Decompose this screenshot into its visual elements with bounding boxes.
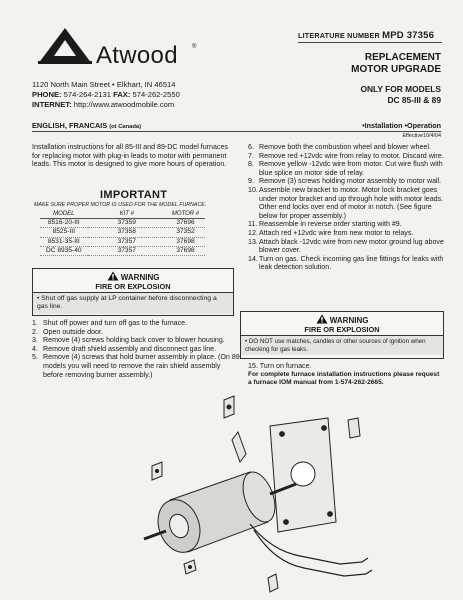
col-motor: MOTOR # [142,210,205,219]
table-row [40,228,205,237]
step-15 [248,362,444,371]
cell-model: DC 8935-40 [40,246,88,255]
step-number: 3. [32,336,38,345]
literature-label: LITERATURE NUMBER [298,31,380,40]
warning-header [33,271,233,282]
effective-date: Effective10/4/04 [402,133,441,139]
warning-text: • DO NOT use matches, candles or other sources of ignition when checking for gas leaks. [241,336,443,355]
warning-title: WARNING [329,316,369,325]
motor-lock-bracket [224,396,234,418]
step-number: 9. [248,177,254,186]
list-item [32,336,240,345]
list-item [248,238,444,255]
table-row [40,219,205,228]
fax-label: FAX: [113,90,131,99]
phone-label: PHONE: [32,90,62,99]
step-text: Turn on gas. Check incoming gas line fittings for leaks with leak detection solution. [259,254,444,272]
motor-wires [250,524,372,576]
models-table [40,210,205,256]
list-item [248,177,444,186]
list-item [248,186,444,220]
trademark: ® [192,44,197,50]
warning-text: • Shut off gas supply at LP container before disconnecting a gas line. [33,293,233,314]
step-text: Attach black -12vdc wire from new motor ground lug above blower cover. [259,237,444,255]
cell-model: 8525-III [40,228,88,237]
cell-kit: 37357 [88,246,142,255]
warning-subtitle: FIRE OR EXPLOSION [33,282,233,293]
ground-lug [184,560,196,574]
step-text: Remove (3) screws holding motor assembly to motor wall. [259,177,442,186]
cell-motor: 37698 [142,237,205,246]
logo-wordmark: Atwood [96,42,178,69]
warning-box-1 [32,268,234,316]
header-rule-right [298,42,442,43]
list-item [248,143,444,152]
step-number: 13. [248,237,258,246]
website-link[interactable]: http://www.atwoodmobile.com [73,100,175,109]
language-label: ENGLISH, FRANCAIS [32,121,108,130]
literature-number [298,30,434,41]
models-block [360,84,441,105]
rear-bracket [232,432,246,462]
address-line: 1120 North Main Street • Elkhart, IN 46514 [32,80,176,89]
list-item [248,160,444,177]
list-item [248,152,444,161]
step-number: 15. [248,362,258,370]
language-line [32,121,141,130]
step-text: Reassemble in reverse order starting with #9. [259,220,402,229]
warning-header [241,314,443,325]
list-item [248,255,444,272]
step-text: Remove both the combustion wheel and blower wheel. [259,143,431,151]
step-text: Turn on furnace. [259,362,312,370]
step-text: Remove (4) screws holding back cover to blower housing. [43,336,225,345]
cell-kit: 37357 [88,237,142,246]
step-text: Remove red +12vdc wire from relay to motor. Discard wire. [259,151,444,160]
step-text: Remove draft shield assembly and disconnect gas line. [43,344,217,353]
phone-fax-line [32,90,180,100]
col-kit: KIT # [88,210,142,219]
step-text: Shut off power and turn off gas to the furnace. [43,319,188,327]
cell-motor: 37698 [142,246,205,255]
col-model: MODEL [40,210,88,219]
list-item [248,229,444,238]
important-subtitle: MAKE SURE PROPER MOTOR IS USED FOR THE MODEL FURNACE. [34,202,207,208]
title-line-2: MOTOR UPGRADE [351,64,441,75]
warning-title: WARNING [120,273,160,282]
cell-model: 8531-35-III [40,237,88,246]
small-clip [152,462,162,480]
cell-model: 8516-20-III [40,219,88,228]
literature-value: MPD 37356 [382,30,435,41]
step-number: 6. [248,143,254,151]
footer-note: For complete furnace installation instructions please request a furnace IOM manual from 1-574-262-2665. [248,371,440,386]
step-text: Assemble new bracket to motor. Motor lock bracket goes under motor bracket and up through hole with motor leads. Other end locks over end of motor in notch. (See figure below for proper assembly.) [259,185,444,220]
table-row [40,237,205,246]
step-number: 5. [32,353,38,362]
list-item [32,319,240,328]
intro-paragraph: Installation instructions for all 85-III and 89-DC model furnaces for replacing motor with plug-in leads to motor with permanent leads. This motor is designed to give more hours of operation. [32,143,228,169]
internet-label: INTERNET: [32,100,72,109]
warning-box-2 [240,311,444,359]
step-number: 12. [248,228,258,237]
step-number: 1. [32,319,38,327]
title-line-1: REPLACEMENT [364,52,441,63]
models-line: DC 85-III & 89 [387,94,441,105]
warning-subtitle: FIRE OR EXPLOSION [241,325,443,336]
table-header-row [40,210,205,219]
step-number: 4. [32,344,38,353]
list-item [32,328,240,337]
fax-number: 574-262-2550 [132,90,180,99]
side-clip [268,574,278,592]
step-number: 8. [248,160,254,169]
cell-kit: 37359 [88,219,142,228]
bracket-tab [348,418,360,438]
header-divider [32,131,441,132]
cell-motor: 37696 [142,219,205,228]
doc-title [351,52,441,76]
internet-line [32,100,174,110]
atwood-triangle-logo-icon [36,26,94,66]
step-number: 7. [248,151,254,160]
step-number: 11. [248,220,258,229]
steps-list-left [32,319,240,379]
cell-motor: 37352 [142,228,205,237]
step-number: 14. [248,254,258,263]
language-note: (ot Canada) [109,124,142,130]
step-text: Attach red +12vdc wire from new motor to relays. [259,228,414,237]
warning-triangle-icon [107,271,119,281]
list-item [248,220,444,229]
steps-list-right [248,143,444,272]
motor-assembly-figure [100,392,400,598]
step-number: 2. [32,327,38,336]
warning-triangle-icon [316,314,328,324]
step-text: Remove yellow -12vdc wire from motor. Cut wire flush with blue splice on motor side of relay. [259,160,443,177]
phone-number: 574-264-2131 [63,90,111,99]
step-text: Remove (4) screws that hold burner assembly in place. (On 89 models you will need to remove the rain shield assembly before removing burner assembly.) [43,353,240,379]
cell-kit: 37358 [88,228,142,237]
list-item [32,345,240,354]
step-text: Open outside door. [43,327,103,336]
step-number: 10. [248,185,258,194]
only-for-label: ONLY FOR MODELS [360,84,441,94]
table-row [40,246,205,255]
important-heading: IMPORTANT [100,189,168,201]
doc-type: •Installation •Operation [362,121,441,130]
motor-bracket-plate [270,418,336,532]
list-item [32,353,240,379]
